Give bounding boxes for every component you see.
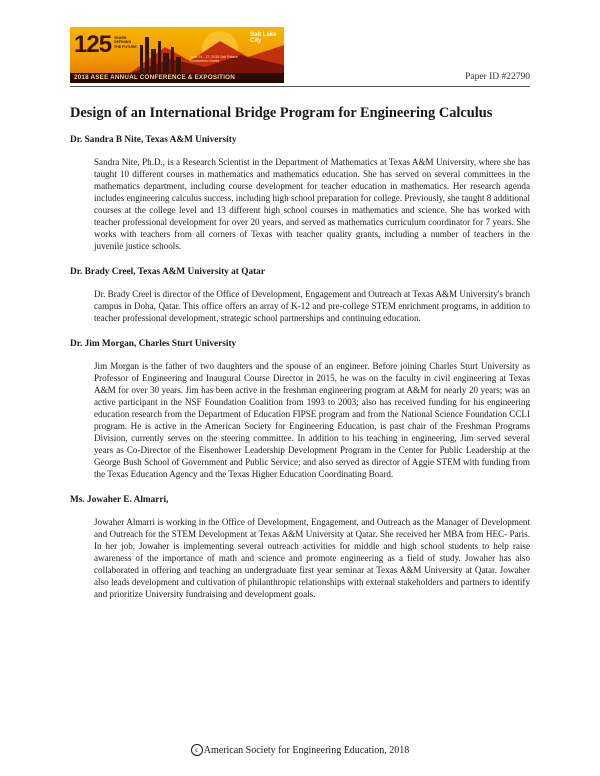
author-name: Ms. Jowaher E. Almarri, xyxy=(70,495,169,505)
author-section-nite xyxy=(70,134,530,252)
header-divider xyxy=(70,86,530,87)
banner-subtitle: YEARS DEFINING THE FUTURE xyxy=(114,36,137,49)
author-bio: Sandra Nite, Ph.D., is a Research Scientist in the Department of Mathematics at Texas A&M University, where she has taught 10 different courses in mathematics and mathematics education. She has served on several committees in the mathematics department, including course development for teacher education in mathematics. Her research agenda includes engineering calculus success, including high school preparation for college. Previously, she taught 8 additional courses at the college level and 13 different high school courses in mathematics and science. She has worked with teacher professional development for over 20 years, and served as mathematics curriculum coordinator for 7 years. She works with teachers from all corners of Texas with teacher quality grants, including a number of teachers in the juvenile justice schools. xyxy=(94,157,530,251)
author-section-creel xyxy=(70,266,530,324)
paper-id: Paper ID #22790 xyxy=(465,72,530,82)
author-bio: Jim Morgan is the father of two daughters and the spouse of an engineer. Before joining Charles Sturt University as Professor of Engineering and Inaugural Course Director in 2015, he was on the faculty in civil engineering at Texas A&M for over 30 years. Jim has been active in the freshman engineering program at A&M for nearly 20 years; was an active participant in the NSF Foundation Coalition from 1993 to 2003; also has received funding for his engineering education research from the Department of Education FIPSE program and from the National Science Foundation CCLI program. He is active in the American Society for Engineering Education, is past chair of the Freshman Programs Division, currently serves on the steering committee. In addition to his teaching in engineering, Jim served several years as Co-Director of the Eisenhower Leadership Development Program in the Center for Public Leadership at the George Bush School of Government and Public Service; and also served as director of Aggie STEM with funding from the Texas Education Agency and the Texas Higher Education Coordinating Board. xyxy=(94,361,530,479)
banner-125: 125 xyxy=(74,31,112,58)
author-name: Dr. Jim Morgan, Charles Sturt University xyxy=(70,339,237,349)
page-footer xyxy=(0,744,600,756)
copyright-icon: c xyxy=(191,744,203,756)
author-bio: Dr. Brady Creel is director of the Office of Development, Engagement and Outreach at Texas A&M University's branch campus in Doha, Qatar. This office offers an array of K-12 and pre-college STEM enrichment programs, in addition to teacher professional development, strategic school partnerships and continuing education. xyxy=(94,289,530,323)
author-bio: Jowaher Almarri is working in the Office of Development, Engagement, and Outreach as the Manager of Development and Outreach for the STEM Development at Texas A&M University at Qatar. She received her MBA from HEC- Paris. In her job, Jowaher is implementing several outreach activities for middle and high school students to help raise awareness of the importance of math and science and promote engineering as a field of study. Jowaher has also collaborated in offering and teaching an undergraduate first year seminar at Texas A&M University at Qatar. Jowaher also leads development and cultivation of philanthropic relationships with external stakeholders and partners to identify and prioritize University fundraising and development goals. xyxy=(94,517,530,599)
banner-conference-name: 2018 ASEE ANNUAL CONFERENCE & EXPOSITION xyxy=(70,73,284,83)
author-name: Dr. Sandra B Nite, Texas A&M University xyxy=(70,135,237,145)
copyright-text: American Society for Engineering Education, 2018 xyxy=(203,745,410,756)
paper-title: Design of an International Bridge Program for Engineering Calculus xyxy=(70,105,493,121)
author-section-morgan xyxy=(70,338,530,480)
banner-city: Salt Lake City xyxy=(250,32,277,44)
author-name: Dr. Brady Creel, Texas A&M University at Qatar xyxy=(70,267,265,277)
banner-dates: June 24 - 27, 2018 Salt Palace Convention Center xyxy=(190,55,238,64)
author-section-almarri xyxy=(70,494,530,600)
conference-banner-logo xyxy=(70,27,284,83)
